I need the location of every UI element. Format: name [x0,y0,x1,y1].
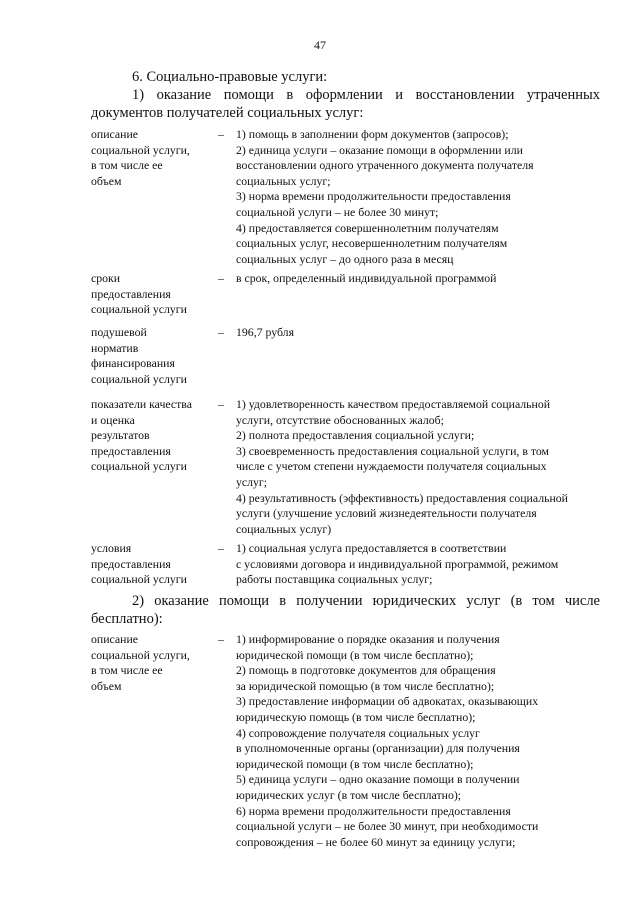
row-label: показатели качества и оценка результатов предоставления социальной услуги [91,397,192,474]
service1-title-line1: 1) оказание помощи в оформлении и восстановлении утраченных [132,87,600,103]
row-label: условия предоставления социальной услуги [91,541,187,587]
row-content: 1) социальная услуга предоставляется в соответствии с условиями договора и индивидуальной программой, режимом работы поставщика социальных услуг; [236,541,559,587]
row-label: описание социальной услуги, в том числе ее объем [91,632,190,693]
row-label: описание социальной услуги, в том числе ее объем [91,127,190,188]
row-dash: – [218,397,224,411]
row-content: 1) помощь в заполнении форм документов (запросов); 2) единица услуги – оказание помощи в оформлении или восстановлении одного утраченного документа получателя социальных услуг; 3) норма времени продолжительности предоставления социальной услуги – не более 30 минут; 4) предоставляется совершеннолетним получателям социальных услуг, несовершеннолетним получателям социальных услуг – до одного раза в месяц [236,127,534,266]
row-content: 1) информирование о порядке оказания и получения юридической помощи (в том числе бесплатно); 2) помощь в подготовке документов для обращения за юридической помощью (в том числе бесплатно); 3) предоставление информации об адвокатах, оказывающих юридическую помощь (в том числе бесплатно); 4) сопровождение получателя социальных услуг в уполномоченные органы (организации) для получения юридической помощи (в том числе бесплатно); 5) единица услуги – одно оказание помощи в получении юридических услуг (в том числе бесплатно); 6) норма времени продолжительности предоставления социальной услуги – не более 30 минут, при необходимости сопровождения – не более 60 минут за единицу услуги; [236,632,539,849]
row-dash: – [218,541,224,555]
row-content: в срок, определенный индивидуальной программой [236,271,497,285]
row-dash: – [218,127,224,141]
section-title [91,68,600,86]
row-label: сроки предоставления социальной услуги [91,271,187,317]
page-number: 47 [314,38,326,52]
row-content: 1) удовлетворенность качеством предоставляемой социальной услуги, отсутствие обоснованных жалоб; 2) полнота предоставления социальной услуги; 3) своевременность предоставления социальной услуги, в том числе с учетом степени нуждаемости получателя социальных услуг; 4) результативность (эффективность) предоставления социальной услуги (улучшение условий жизнедеятельности получателя социальных услуг) [236,397,568,536]
row-content: 196,7 рубля [236,325,294,339]
service1-title-line2: документов получателей социальных услуг: [91,105,364,121]
service1-title [91,86,600,122]
row-dash: – [218,632,224,646]
row-dash: – [218,271,224,285]
row-dash: – [218,325,224,339]
section-title-text: 6. Социально-правовые услуги: [132,69,328,85]
row-label: подушевой норматив финансирования социальной услуги [91,325,187,386]
service2-title [91,592,600,628]
service2-title-line2: бесплатно): [91,611,163,627]
service2-title-line1: 2) оказание помощи в получении юридических услуг (в том числе [132,593,600,609]
